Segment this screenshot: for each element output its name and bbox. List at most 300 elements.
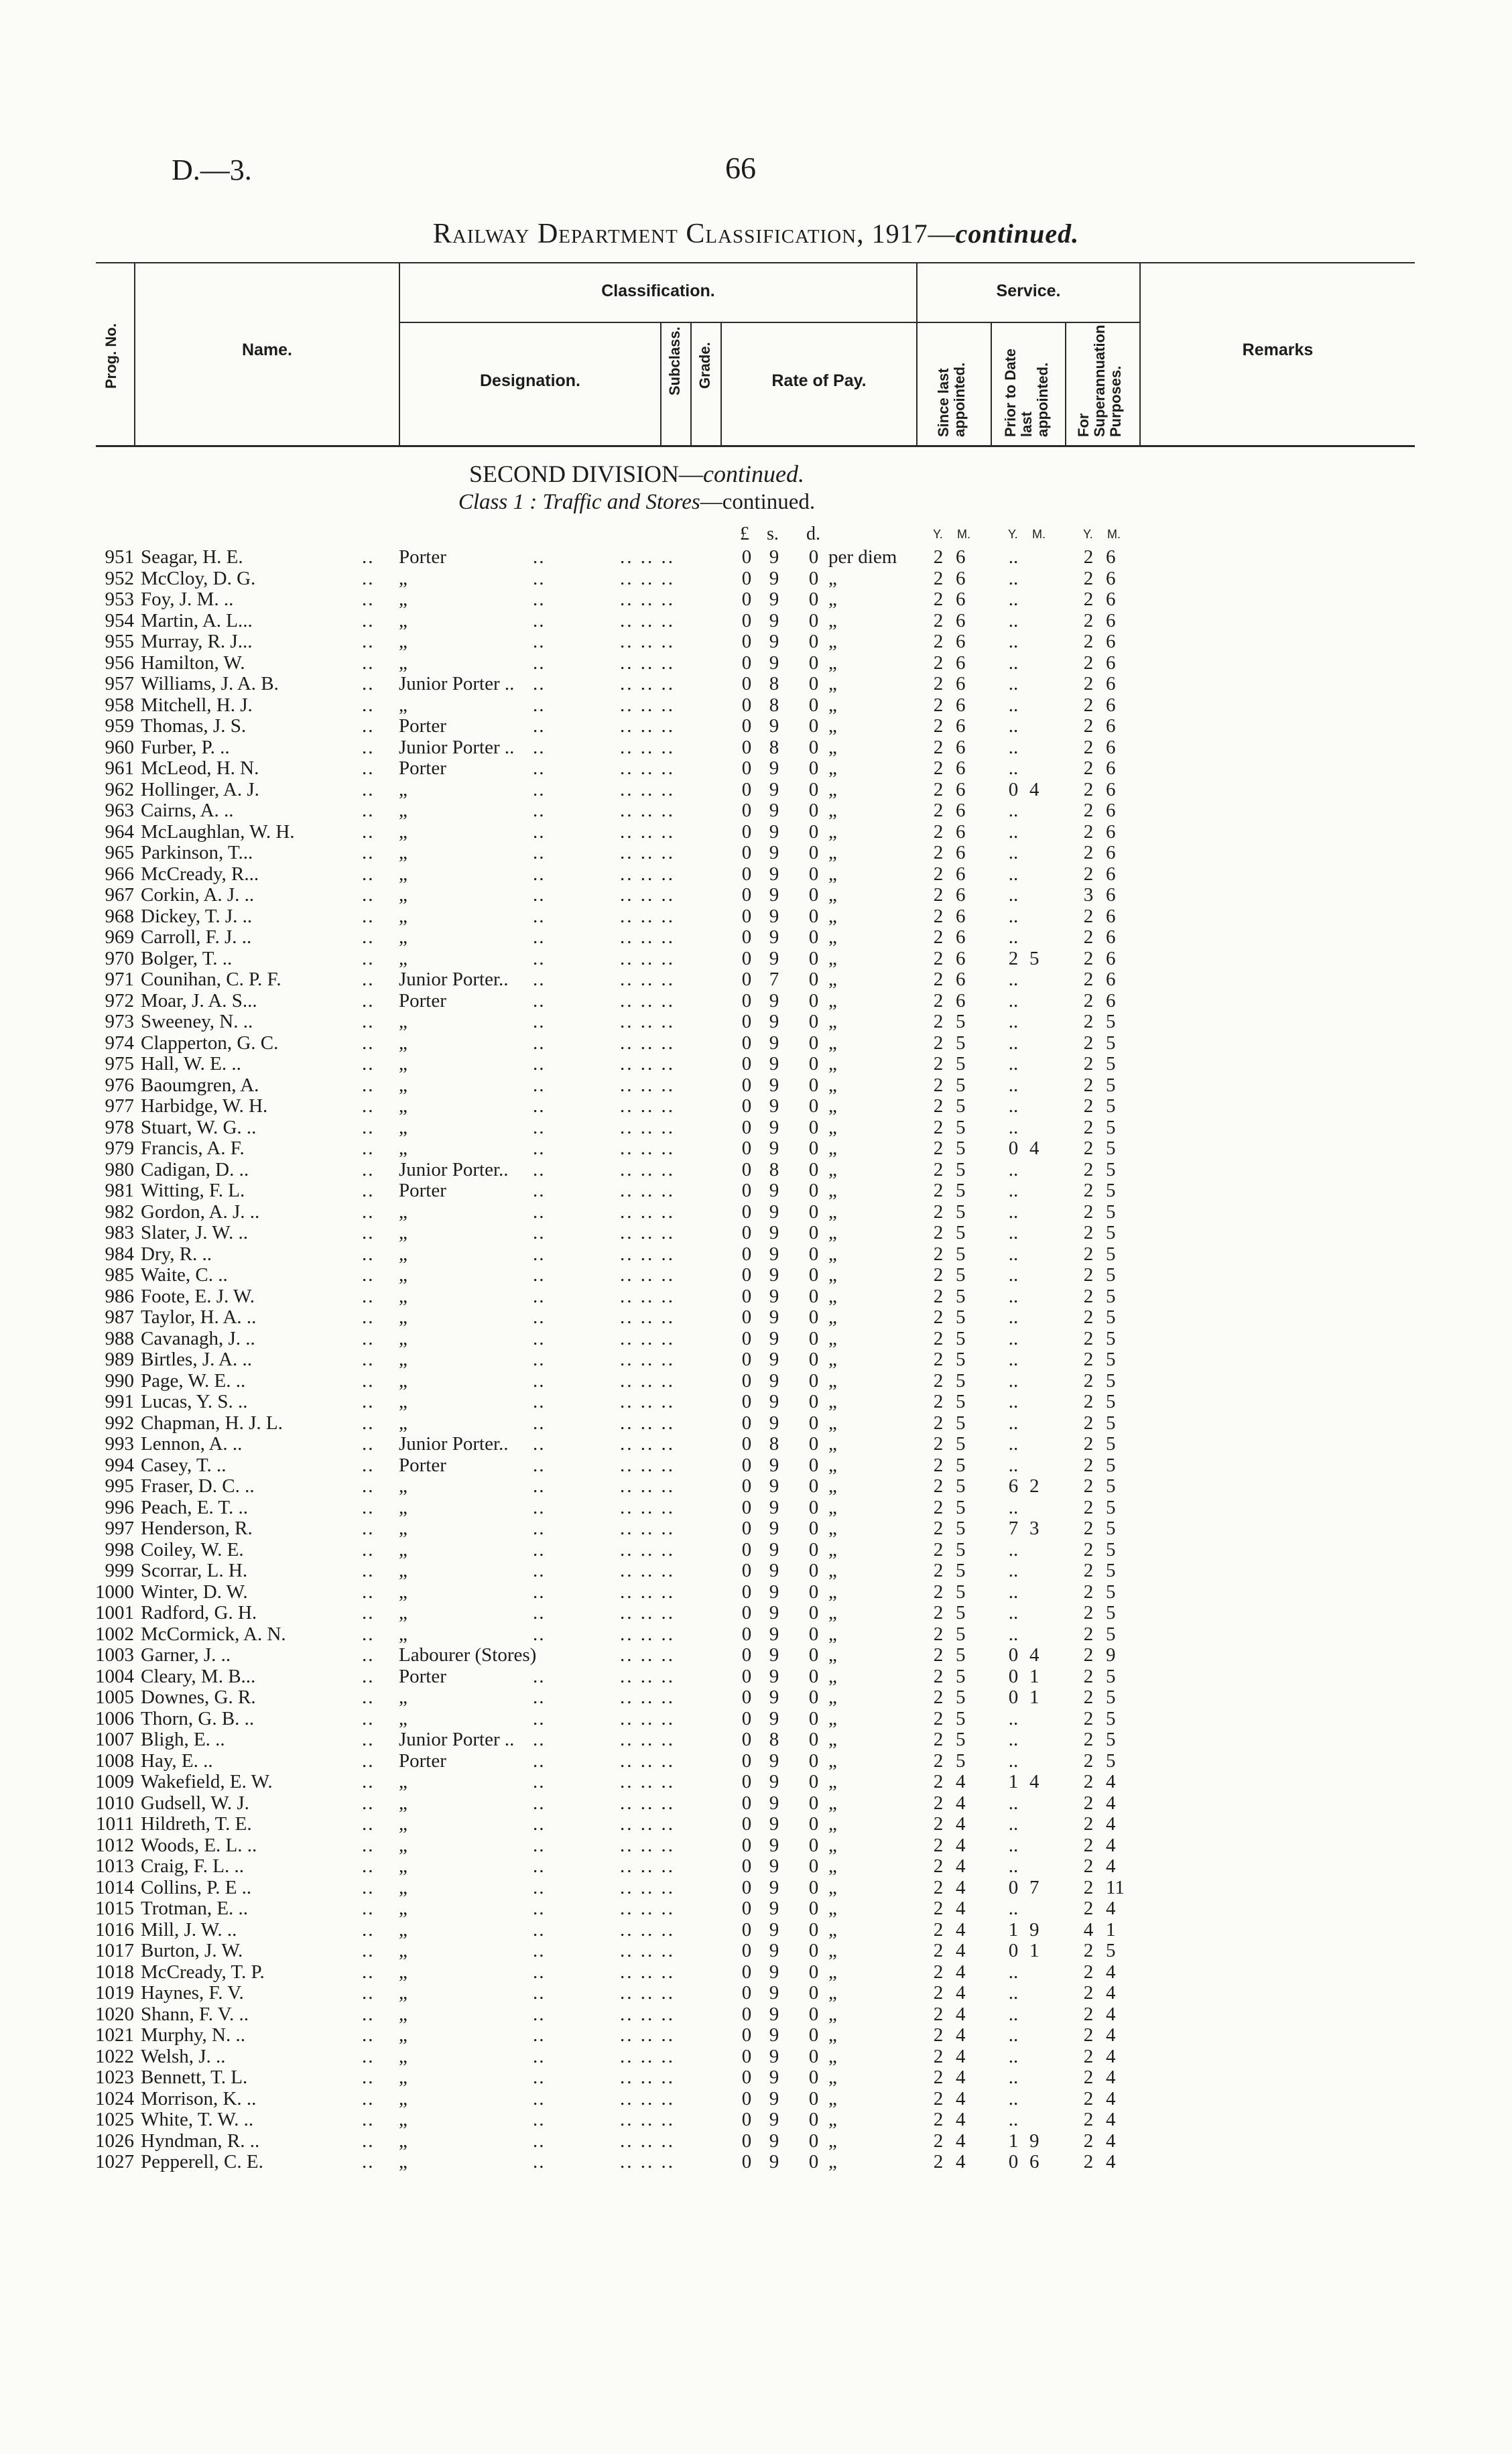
pay-shillings: 9 [769, 1264, 779, 1286]
pay-rate-unit: „ [828, 1686, 837, 1708]
leader-dots: .. [533, 1433, 546, 1455]
table-row [0, 2067, 1512, 2088]
leader-dots: .. [362, 926, 375, 948]
service-super-years: 2 [1083, 757, 1094, 779]
table-body [0, 546, 1512, 2172]
pay-rate-unit: „ [828, 1222, 837, 1243]
designation: „ [399, 1327, 407, 1349]
table-row [0, 800, 1512, 821]
designation: „ [399, 1918, 407, 1941]
designation: „ [399, 1707, 407, 1729]
table-row [0, 1391, 1512, 1412]
leader-dots: .. .. .. [620, 1201, 675, 1223]
employee-name: Sweeney, N. .. [141, 1011, 253, 1032]
pay-rate-unit: „ [828, 567, 837, 589]
prog-no: 972 [105, 989, 134, 1011]
service-super-years: 2 [1083, 609, 1094, 631]
service-since-months: 6 [956, 715, 966, 737]
table-row [0, 1475, 1512, 1497]
designation: „ [399, 1496, 407, 1518]
pay-pounds: 0 [741, 1876, 752, 1898]
prog-no: 952 [105, 567, 134, 589]
table-row [0, 1982, 1512, 2004]
designation: Junior Porter.. [399, 1158, 509, 1180]
pay-shillings: 9 [769, 2067, 779, 2088]
table-row [0, 1455, 1512, 1476]
pay-pounds: 0 [741, 1158, 752, 1180]
pay-rate-unit: „ [828, 1327, 837, 1349]
pay-shillings: 9 [769, 567, 779, 589]
designation: „ [399, 1771, 407, 1792]
service-prior-years: .. [1008, 736, 1019, 758]
pay-pounds: 0 [741, 1834, 752, 1856]
leader-dots: .. [362, 546, 375, 568]
pay-rate-unit: „ [828, 1349, 837, 1370]
service-prior-months: 9 [1029, 2130, 1040, 2152]
service-since-years: 2 [933, 1707, 944, 1729]
table-row [0, 715, 1512, 737]
prog-no: 961 [105, 757, 134, 779]
pay-pence: 0 [808, 2130, 819, 2152]
pay-pence: 0 [808, 673, 819, 694]
pay-rate-unit: „ [828, 1243, 837, 1265]
leader-dots: .. [362, 2087, 375, 2109]
service-super-months: 6 [1106, 800, 1116, 821]
prog-no: 978 [105, 1116, 134, 1138]
unit-months-1: M. [957, 528, 970, 541]
service-since-months: 5 [956, 1644, 966, 1666]
prog-no: 1017 [95, 1940, 134, 1961]
table-row [0, 2130, 1512, 2152]
service-prior-months: 1 [1029, 1940, 1040, 1961]
leader-dots: .. .. .. [620, 1961, 675, 1983]
pay-pounds: 0 [741, 1707, 752, 1729]
pay-pence: 0 [808, 905, 819, 927]
prog-no: 1023 [95, 2067, 134, 2088]
employee-name: Mitchell, H. J. [141, 694, 253, 716]
pay-pence: 0 [808, 800, 819, 821]
service-since-months: 4 [956, 1855, 966, 1877]
employee-name: Fraser, D. C. .. [141, 1475, 255, 1497]
service-since-years: 2 [933, 969, 944, 990]
leader-dots: .. [362, 567, 375, 589]
service-since-years: 2 [933, 589, 944, 610]
service-prior-years: .. [1008, 1813, 1019, 1835]
table-row [0, 1877, 1512, 1898]
pay-pounds: 0 [741, 673, 752, 694]
service-super-years: 2 [1083, 2003, 1094, 2025]
leader-dots: .. .. .. [620, 1369, 675, 1392]
pay-rate-unit: „ [828, 1201, 837, 1223]
service-since-months: 4 [956, 2109, 966, 2130]
pay-shillings: 9 [769, 1496, 779, 1518]
pay-pounds: 0 [741, 2045, 752, 2067]
pay-pence: 0 [808, 947, 819, 969]
service-since-years: 2 [933, 1116, 944, 1138]
employee-name: McLeod, H. N. [141, 757, 259, 779]
pay-shillings: 9 [769, 1412, 779, 1434]
prog-no: 1010 [95, 1792, 134, 1814]
pay-pence: 0 [808, 820, 819, 843]
service-since-months: 5 [956, 1518, 966, 1539]
service-since-months: 5 [956, 1138, 966, 1159]
designation: „ [399, 1876, 407, 1898]
designation: „ [399, 1538, 407, 1560]
table-row [0, 1961, 1512, 1983]
pay-rate-unit: „ [828, 2067, 837, 2088]
designation: „ [399, 1686, 407, 1708]
pay-shillings: 9 [769, 1306, 779, 1328]
service-super-years: 2 [1083, 1011, 1094, 1032]
leader-dots: .. .. .. [620, 2130, 675, 2152]
leader-dots: .. [533, 1834, 546, 1856]
leader-dots: .. [362, 1053, 375, 1075]
pay-rate-unit: „ [828, 1285, 837, 1307]
service-super-years: 2 [1083, 631, 1094, 652]
service-super-months: 5 [1106, 1538, 1116, 1560]
leader-dots: .. .. .. [620, 1285, 675, 1307]
leader-dots: .. [533, 2045, 546, 2067]
employee-name: Pepperell, C. E. [141, 2151, 263, 2172]
prog-no: 953 [105, 589, 134, 610]
service-super-years: 2 [1083, 1433, 1094, 1455]
service-prior-years: .. [1008, 820, 1019, 843]
pay-shillings: 9 [769, 1750, 779, 1772]
pay-rate-unit: „ [828, 589, 837, 610]
leader-dots: .. [533, 715, 546, 737]
service-since-months: 5 [956, 1412, 966, 1434]
pay-shillings: 9 [769, 1327, 779, 1349]
table-row [0, 1750, 1512, 1772]
service-super-years: 2 [1083, 1602, 1094, 1623]
prog-no: 1000 [95, 1581, 134, 1603]
pay-pence: 0 [808, 1180, 819, 1201]
designation: „ [399, 1602, 407, 1623]
pay-pounds: 0 [741, 652, 752, 674]
service-since-months: 4 [956, 1961, 966, 1983]
service-super-months: 5 [1106, 1074, 1116, 1096]
service-since-months: 6 [956, 631, 966, 652]
employee-name: McCloy, D. G. [141, 567, 256, 589]
pay-shillings: 9 [769, 842, 779, 863]
table-row [0, 1180, 1512, 1201]
service-prior-years: .. [1008, 1074, 1019, 1096]
leader-dots: .. [533, 1011, 546, 1032]
employee-name: Page, W. E. .. [141, 1369, 246, 1392]
service-since-months: 5 [956, 1454, 966, 1476]
service-since-years: 2 [933, 1433, 944, 1455]
pay-rate-unit: „ [828, 631, 837, 652]
service-since-years: 2 [933, 926, 944, 948]
document-reference: D.—3. [172, 154, 252, 186]
pay-pounds: 0 [741, 2087, 752, 2109]
pay-pence: 0 [808, 1855, 819, 1877]
service-super-years: 2 [1083, 1686, 1094, 1708]
pay-pounds: 0 [741, 1644, 752, 1666]
service-super-years: 2 [1083, 1560, 1094, 1581]
pay-rate-unit: „ [828, 863, 837, 885]
leader-dots: .. [533, 926, 546, 948]
table-row [0, 2151, 1512, 2172]
table-row [0, 1032, 1512, 1054]
designation: „ [399, 1834, 407, 1856]
service-super-years: 2 [1083, 652, 1094, 674]
service-super-months: 5 [1106, 1496, 1116, 1518]
designation: Porter [399, 1750, 446, 1772]
designation: „ [399, 2003, 407, 2025]
employee-name: Moar, J. A. S... [141, 989, 257, 1011]
service-prior-months: 4 [1029, 1771, 1040, 1792]
pay-pence: 0 [808, 2087, 819, 2109]
employee-name: Scorrar, L. H. [141, 1560, 248, 1581]
leader-dots: .. .. .. [620, 926, 675, 948]
service-super-years: 2 [1083, 905, 1094, 927]
table-row [0, 1011, 1512, 1032]
leader-dots: .. .. .. [620, 1053, 675, 1075]
service-since-years: 2 [933, 1349, 944, 1370]
service-since-months: 5 [956, 1581, 966, 1603]
service-since-years: 2 [933, 736, 944, 758]
leader-dots: .. .. .. [620, 1243, 675, 1265]
leader-dots: .. [362, 2130, 375, 2152]
service-since-years: 2 [933, 1095, 944, 1117]
service-super-months: 1 [1106, 1918, 1116, 1941]
service-super-months: 5 [1106, 1222, 1116, 1243]
pay-pence: 0 [808, 1074, 819, 1096]
service-super-months: 4 [1106, 2087, 1116, 2109]
leader-dots: .. [362, 842, 375, 863]
pay-rate-unit: „ [828, 1116, 837, 1138]
pay-shillings: 9 [769, 1961, 779, 1983]
unit-years-3: Y. [1083, 528, 1093, 541]
pay-pounds: 0 [741, 820, 752, 843]
pay-rate-unit: „ [828, 1433, 837, 1455]
service-since-months: 5 [956, 1243, 966, 1265]
prog-no: 1022 [95, 2045, 134, 2067]
service-since-months: 6 [956, 947, 966, 969]
employee-name: Radford, G. H. [141, 1602, 257, 1623]
table-row [0, 1412, 1512, 1434]
prog-no: 951 [105, 546, 134, 568]
leader-dots: .. .. .. [620, 1138, 675, 1159]
leader-dots: .. .. .. [620, 1433, 675, 1455]
table-row [0, 2004, 1512, 2025]
pay-rate-unit: „ [828, 1898, 837, 1919]
leader-dots: .. .. .. [620, 2087, 675, 2109]
leader-dots: .. [362, 1074, 375, 1096]
pay-pounds: 0 [741, 1729, 752, 1750]
leader-dots: .. [362, 1011, 375, 1032]
designation: „ [399, 1074, 407, 1096]
service-since-months: 5 [956, 1623, 966, 1645]
pay-rate-unit: „ [828, 2087, 837, 2109]
prog-no: 1005 [95, 1686, 134, 1708]
service-since-months: 6 [956, 589, 966, 610]
pay-rate-unit: „ [828, 884, 837, 906]
pay-pounds: 0 [741, 1982, 752, 2004]
service-prior-years: 0 [1008, 1665, 1019, 1687]
prog-no: 963 [105, 800, 134, 821]
leader-dots: .. .. .. [620, 631, 675, 652]
pay-shillings: 9 [769, 2151, 779, 2172]
service-prior-years: 1 [1008, 2130, 1019, 2152]
unit-pounds: £ [740, 524, 749, 544]
pay-rate-unit: „ [828, 905, 837, 927]
service-super-years: 2 [1083, 1665, 1094, 1687]
pay-pence: 0 [808, 567, 819, 589]
leader-dots: .. .. .. [620, 609, 675, 631]
service-super-years: 2 [1083, 1792, 1094, 1814]
service-super-years: 2 [1083, 947, 1094, 969]
pay-shillings: 9 [769, 1180, 779, 1201]
leader-dots: .. .. .. [620, 905, 675, 927]
service-since-months: 4 [956, 1834, 966, 1856]
employee-name: Bolger, T. .. [141, 947, 233, 969]
service-super-years: 2 [1083, 1180, 1094, 1201]
pay-pence: 0 [808, 1792, 819, 1814]
employee-name: Foy, J. M. .. [141, 589, 234, 610]
pay-pounds: 0 [741, 2130, 752, 2152]
designation: „ [399, 1095, 407, 1117]
service-since-months: 5 [956, 1053, 966, 1075]
pay-pounds: 0 [741, 1961, 752, 1983]
leader-dots: .. [362, 1222, 375, 1243]
pay-pounds: 0 [741, 2024, 752, 2046]
leader-dots: .. .. .. [620, 757, 675, 779]
service-super-months: 5 [1106, 1433, 1116, 1455]
leader-dots: .. .. .. [620, 2067, 675, 2088]
employee-name: Lucas, Y. S. .. [141, 1391, 248, 1412]
leader-dots: .. [362, 884, 375, 906]
pay-pounds: 0 [741, 1898, 752, 1919]
service-since-years: 2 [933, 1475, 944, 1497]
leader-dots: .. [362, 1538, 375, 1560]
leader-dots: .. [362, 1327, 375, 1349]
leader-dots: .. [362, 1686, 375, 1708]
designation: „ [399, 1369, 407, 1392]
pay-pence: 0 [808, 1369, 819, 1392]
employee-name: Foote, E. J. W. [141, 1285, 255, 1307]
service-since-months: 6 [956, 969, 966, 990]
designation: „ [399, 1349, 407, 1370]
prog-no: 993 [105, 1433, 134, 1455]
prog-no: 958 [105, 694, 134, 716]
service-since-years: 2 [933, 778, 944, 800]
prog-no: 991 [105, 1391, 134, 1412]
designation: „ [399, 1475, 407, 1497]
leader-dots: .. [533, 1581, 546, 1603]
leader-dots: .. .. .. [620, 1982, 675, 2004]
service-super-months: 4 [1106, 1834, 1116, 1856]
pay-pounds: 0 [741, 1306, 752, 1328]
service-super-months: 6 [1106, 778, 1116, 800]
service-super-months: 4 [1106, 2067, 1116, 2088]
service-super-months: 5 [1106, 1095, 1116, 1117]
designation: Labourer (Stores) [399, 1644, 537, 1666]
service-since-months: 5 [956, 1116, 966, 1138]
pay-pence: 0 [808, 1011, 819, 1032]
service-since-years: 2 [933, 2109, 944, 2130]
service-since-years: 2 [933, 884, 944, 906]
leader-dots: .. [362, 1961, 375, 1983]
leader-dots: .. [533, 1222, 546, 1243]
prog-no: 964 [105, 820, 134, 843]
pay-pounds: 0 [741, 1602, 752, 1623]
service-super-months: 5 [1106, 1138, 1116, 1159]
col-head-rate-of-pay: Rate of Pay. [771, 371, 867, 390]
employee-name: Hall, W. E. .. [141, 1053, 241, 1075]
prog-no: 986 [105, 1285, 134, 1307]
leader-dots: .. [362, 715, 375, 737]
leader-dots: .. [533, 778, 546, 800]
service-super-years: 2 [1083, 1306, 1094, 1328]
leader-dots: .. .. .. [620, 1729, 675, 1750]
pay-shillings: 9 [769, 2087, 779, 2109]
leader-dots: .. [362, 2067, 375, 2088]
table-row [0, 1581, 1512, 1603]
service-super-months: 6 [1106, 694, 1116, 716]
leader-dots: .. [362, 1560, 375, 1581]
pay-pounds: 0 [741, 1243, 752, 1265]
designation: „ [399, 1560, 407, 1581]
table-row [0, 779, 1512, 800]
col-head-for-super: For Superannuation Purposes. [1075, 324, 1124, 437]
service-since-months: 5 [956, 1011, 966, 1032]
pay-rate-unit: „ [828, 2003, 837, 2025]
leader-dots: .. [362, 2045, 375, 2067]
employee-name: Corkin, A. J. .. [141, 884, 255, 906]
section-heading [0, 460, 1273, 488]
prog-no: 965 [105, 842, 134, 863]
pay-rate-unit: „ [828, 1391, 837, 1412]
service-since-years: 2 [933, 1369, 944, 1392]
service-super-months: 5 [1106, 1053, 1116, 1075]
col-head-prog-no: Prog. No. [103, 323, 119, 389]
leader-dots: .. .. .. [620, 1538, 675, 1560]
pay-shillings: 9 [769, 1898, 779, 1919]
service-super-years: 2 [1083, 989, 1094, 1011]
pay-pence: 0 [808, 2067, 819, 2088]
leader-dots: .. .. .. [620, 546, 675, 568]
pay-shillings: 9 [769, 884, 779, 906]
service-prior-years: .. [1008, 1454, 1019, 1476]
service-since-months: 5 [956, 1180, 966, 1201]
pay-shillings: 9 [769, 1771, 779, 1792]
service-super-months: 5 [1106, 1750, 1116, 1772]
employee-name: Francis, A. F. [141, 1138, 245, 1159]
pay-rate-unit: „ [828, 1306, 837, 1328]
pay-pounds: 0 [741, 1369, 752, 1392]
pay-pence: 0 [808, 926, 819, 948]
service-super-months: 5 [1106, 1518, 1116, 1539]
leader-dots: .. [533, 863, 546, 885]
service-prior-years: .. [1008, 1750, 1019, 1772]
leader-dots: .. [533, 1074, 546, 1096]
pay-rate-unit: „ [828, 1665, 837, 1687]
prog-no: 1025 [95, 2109, 134, 2130]
pay-pence: 0 [808, 1454, 819, 1476]
service-super-years: 2 [1083, 1707, 1094, 1729]
col-divider [991, 322, 992, 446]
employee-name: Hamilton, W. [141, 652, 245, 674]
pay-shillings: 9 [769, 1369, 779, 1392]
leader-dots: .. [533, 1053, 546, 1075]
prog-no: 1014 [95, 1876, 134, 1898]
table-row [0, 2088, 1512, 2109]
service-since-years: 2 [933, 2087, 944, 2109]
service-super-years: 2 [1083, 1855, 1094, 1877]
pay-pounds: 0 [741, 1560, 752, 1581]
